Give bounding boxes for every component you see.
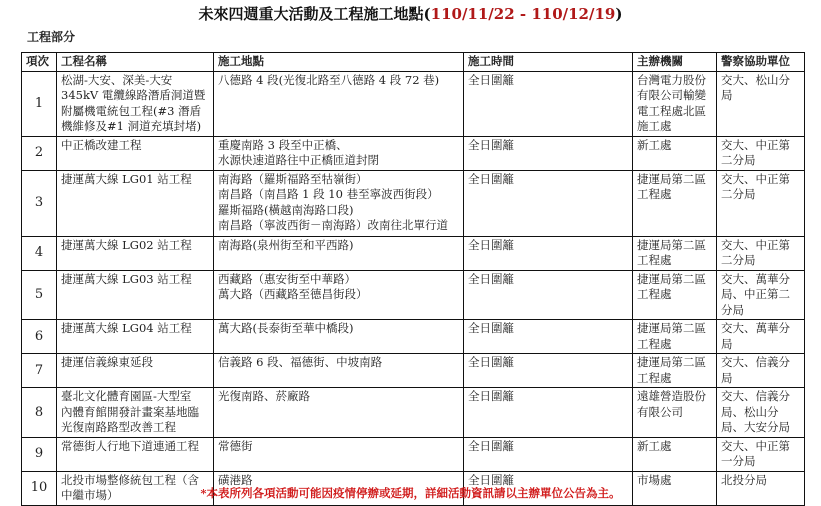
title-close: ) — [615, 5, 623, 23]
cell-no: 3 — [22, 170, 57, 236]
page-title — [0, 3, 821, 24]
cell-agency: 新工處 — [633, 437, 717, 471]
header-time: 施工時間 — [464, 53, 633, 72]
cell-location: 萬大路(長泰街至華中橋段) — [214, 320, 464, 354]
cell-no: 4 — [22, 236, 57, 270]
cell-location: 光復南路、菸廠路 — [214, 388, 464, 438]
cell-time: 全日圍籬 — [464, 71, 633, 136]
cell-location: 重慶南路 3 段至中正橋、 水源快速道路往中正橋匝道封閉 — [214, 136, 464, 170]
header-location: 施工地點 — [214, 53, 464, 72]
header-agency: 主辦機關 — [633, 53, 717, 72]
cell-police: 北投分局 — [717, 471, 805, 505]
footer-note: *本表所列各項活動可能因疫情停辦或延期，詳細活動資訊請以主辦單位公告為主。 — [200, 486, 621, 500]
cell-police: 交大、萬華分 局、中正第二 分局 — [717, 270, 805, 320]
header-police: 警察協助單位 — [717, 53, 805, 72]
cell-time: 全日圍籬 — [464, 388, 633, 438]
cell-no: 8 — [22, 388, 57, 438]
cell-location: 信義路 6 段、福德街、中坡南路 — [214, 354, 464, 388]
table-row — [22, 320, 805, 354]
cell-police: 交大、信義分 局 — [717, 354, 805, 388]
cell-location: 常德街 — [214, 437, 464, 471]
cell-time: 全日圍籬 — [464, 170, 633, 236]
cell-name: 中正橋改建工程 — [57, 136, 214, 170]
cell-no: 5 — [22, 270, 57, 320]
construction-table — [21, 52, 805, 506]
cell-name: 捷運萬大線 LG01 站工程 — [57, 170, 214, 236]
cell-name: 臺北文化體育園區-大型室 內體育館開發計畫案基地臨 光復南路路型改善工程 — [57, 388, 214, 438]
section-heading: 工程部分 — [27, 30, 76, 44]
cell-agency: 捷運局第二區 工程處 — [633, 236, 717, 270]
cell-time: 全日圍籬 — [464, 471, 633, 505]
cell-agency: 遠雄營造股份 有限公司 — [633, 388, 717, 438]
cell-police: 交大、中正第 二分局 — [717, 236, 805, 270]
cell-agency: 捷運局第二區 工程處 — [633, 270, 717, 320]
cell-no: 10 — [22, 471, 57, 505]
cell-time: 全日圍籬 — [464, 437, 633, 471]
cell-location: 八德路 4 段(光復北路至八德路 4 段 72 巷) — [214, 71, 464, 136]
cell-no: 6 — [22, 320, 57, 354]
cell-agency: 捷運局第二區 工程處 — [633, 320, 717, 354]
cell-agency: 捷運局第二區 工程處 — [633, 170, 717, 236]
table-row — [22, 437, 805, 471]
table-row — [22, 136, 805, 170]
table-row — [22, 270, 805, 320]
cell-name: 捷運萬大線 LG03 站工程 — [57, 270, 214, 320]
table-row — [22, 236, 805, 270]
title-text: 未來四週重大活動及工程施工地點( — [198, 5, 431, 23]
cell-no: 9 — [22, 437, 57, 471]
cell-no: 2 — [22, 136, 57, 170]
cell-agency: 捷運局第二區 工程處 — [633, 354, 717, 388]
cell-police: 交大、萬華分 局 — [717, 320, 805, 354]
cell-agency: 台灣電力股份 有限公司輸變 電工程處北區 施工處 — [633, 71, 717, 136]
cell-name: 松湖-大安、深美-大安 345kV 電纜線路潛盾洞道暨 附屬機電統包工程(#3 潛盾 機維修及#1 洞道充填封堵) — [57, 71, 214, 136]
title-dates: 110/11/22 - 110/12/19 — [430, 5, 616, 23]
cell-location: 磺港路 — [214, 471, 464, 505]
cell-name: 捷運萬大線 LG04 站工程 — [57, 320, 214, 354]
cell-no: 1 — [22, 71, 57, 136]
table-row — [22, 71, 805, 136]
cell-time: 全日圍籬 — [464, 320, 633, 354]
cell-name: 北投市場整修統包工程（含 中繼市場） — [57, 471, 214, 505]
cell-police: 交大、中正第 二分局 — [717, 170, 805, 236]
cell-name: 常德街人行地下道連通工程 — [57, 437, 214, 471]
cell-time: 全日圍籬 — [464, 236, 633, 270]
cell-location: 南海路（羅斯福路至牯嶺街） 南昌路（南昌路 1 段 10 巷至寧波西街段） 羅斯福路(橫越南海路口段) 南昌路（寧波西街－南海路）改南往北單行道 — [214, 170, 464, 236]
cell-police: 交大、信義分 局、松山分 局、大安分局 — [717, 388, 805, 438]
cell-agency: 市場處 — [633, 471, 717, 505]
cell-time: 全日圍籬 — [464, 270, 633, 320]
cell-police: 交大、中正第 一分局 — [717, 437, 805, 471]
cell-police: 交大、松山分 局 — [717, 71, 805, 136]
cell-location: 南海路(泉州街至和平西路) — [214, 236, 464, 270]
cell-time: 全日圍籬 — [464, 136, 633, 170]
cell-agency: 新工處 — [633, 136, 717, 170]
cell-name: 捷運信義線東延段 — [57, 354, 214, 388]
cell-name: 捷運萬大線 LG02 站工程 — [57, 236, 214, 270]
table-row — [22, 388, 805, 438]
table-row — [22, 170, 805, 236]
cell-police: 交大、中正第 二分局 — [717, 136, 805, 170]
cell-time: 全日圍籬 — [464, 354, 633, 388]
table-header-row — [22, 53, 805, 72]
cell-location: 西藏路（惠安街至中華路） 萬大路（西藏路至德昌街段） — [214, 270, 464, 320]
table-row — [22, 354, 805, 388]
cell-no: 7 — [22, 354, 57, 388]
header-no: 項次 — [22, 53, 57, 72]
header-name: 工程名稱 — [57, 53, 214, 72]
